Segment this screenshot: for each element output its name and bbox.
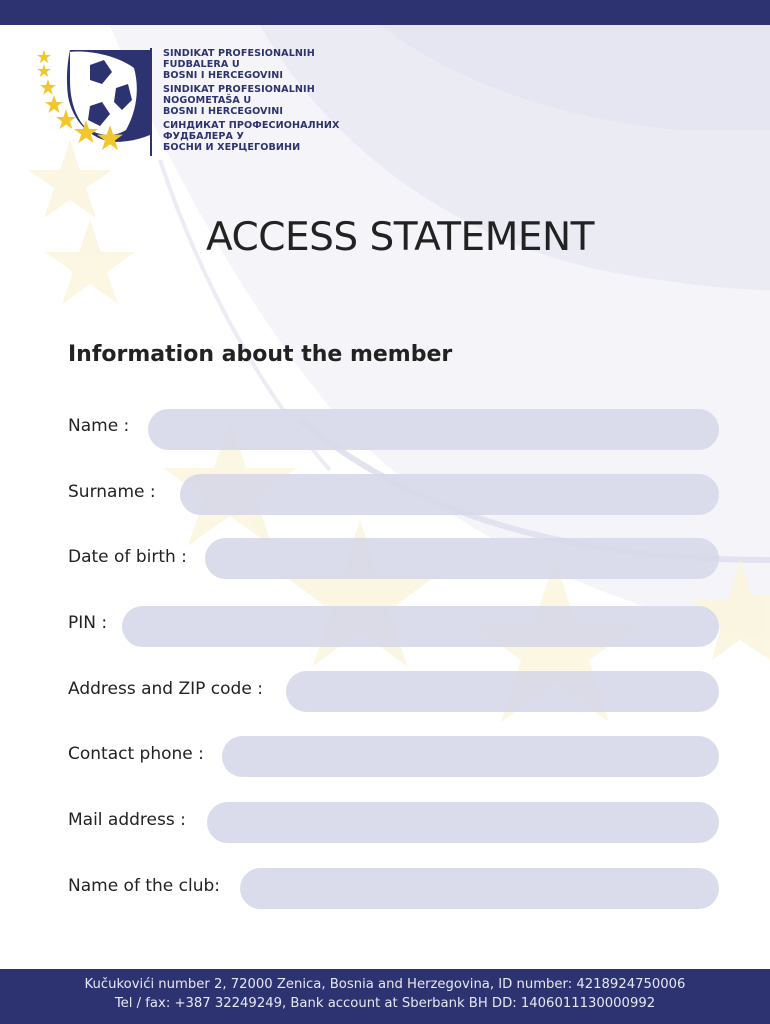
union-name-line: БОСНИ И ХЕРЦЕГОВИНИ: [163, 142, 301, 153]
union-logo: [30, 40, 150, 160]
union-name-line: СИНДИКАТ ПРОФЕСИОНАЛНИХ: [163, 120, 340, 131]
surname-field[interactable]: [180, 474, 719, 515]
address-zip-field[interactable]: [286, 671, 719, 712]
date-of-birth-field[interactable]: [205, 538, 719, 579]
club-name-field[interactable]: [240, 868, 719, 909]
mail-address-field[interactable]: [207, 802, 719, 843]
union-name-line: FUDBALERA U: [163, 59, 240, 70]
name-label: Name :: [68, 416, 130, 436]
footer-band: [0, 969, 770, 1024]
union-name-latin-nogometasa: [163, 84, 340, 117]
surname-label: Surname :: [68, 482, 156, 502]
mail-address-label: Mail address :: [68, 810, 186, 830]
contact-phone-field[interactable]: [222, 736, 719, 777]
footer-contact: Tel / fax: +387 32249249, Bank account at Sberbank BH DD: 1406011130000992: [114, 996, 656, 1011]
address-zip-label: Address and ZIP code :: [68, 679, 263, 699]
contact-phone-label: Contact phone :: [68, 744, 204, 764]
document-title: ACCESS STATEMENT: [206, 215, 594, 260]
date-of-birth-label: Date of birth :: [68, 547, 187, 567]
pin-label: PIN :: [68, 613, 108, 633]
footer-address: Kučukovići number 2, 72000 Zenica, Bosnia and Herzegovina, ID number: 4218924750006: [84, 977, 686, 992]
union-name-line: SINDIKAT PROFESIONALNIH: [163, 84, 315, 95]
union-name-line: SINDIKAT PROFESIONALNIH: [163, 48, 315, 59]
union-name-latin-fudbalera: [163, 48, 340, 81]
union-name-line: NOGOMETAŠA U: [163, 95, 252, 106]
union-name-line: ФУДБАЛЕРА У: [163, 131, 245, 142]
union-name-block: [150, 48, 340, 156]
pin-field[interactable]: [122, 606, 719, 647]
union-name-cyrillic: [163, 120, 340, 153]
section-title: Information about the member: [68, 342, 453, 367]
name-field[interactable]: [148, 409, 719, 450]
union-name-line: BOSNI I HERCEGOVINI: [163, 70, 284, 81]
club-name-label: Name of the club:: [68, 876, 221, 896]
union-name-line: BOSNI I HERCEGOVINI: [163, 106, 284, 117]
